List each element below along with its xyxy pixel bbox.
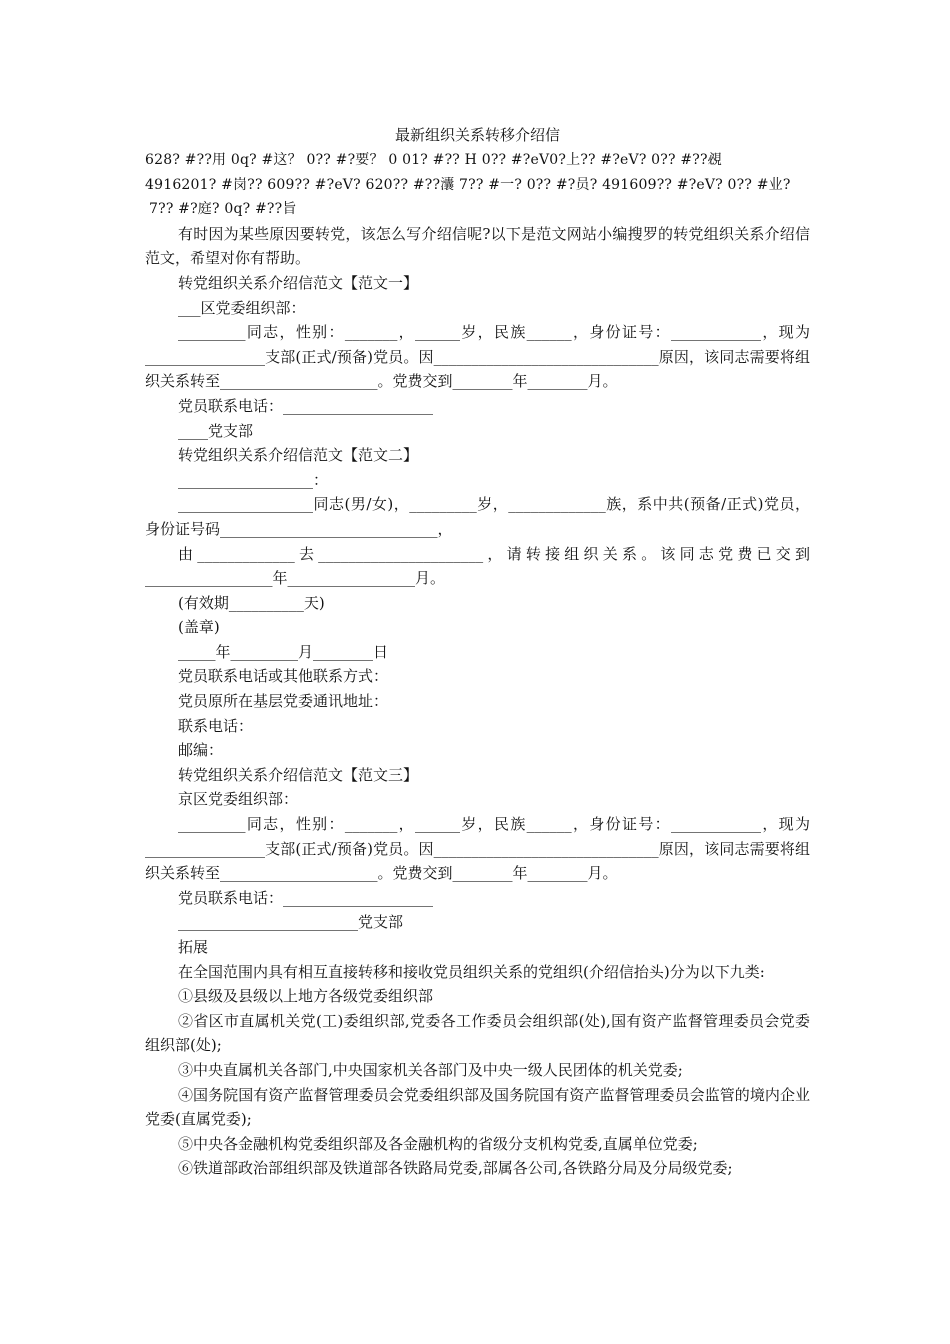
- sample2-address: 党员原所在基层党委通讯地址：: [178, 692, 389, 711]
- sample3-branch: ________________________党支部: [178, 913, 404, 932]
- sample2-contact: 党员联系电话或其他联系方式：: [178, 667, 389, 686]
- sample3-recipient: 京区党委组织部：: [178, 790, 299, 809]
- sample2-date: _____年_________月________日: [178, 642, 389, 661]
- garbled-line-2: 4916201? #岗?? 609?? #?eV? 620?? #??灢 7?? #一? 0?? #?员? 491609?? #?eV? 0?? #业?: [145, 176, 791, 193]
- extension-item-2: ②省区市直属机关党(工)委组织部,党委各工作委员会组织部(处),国有资产监督管理委员会党委组织部(处);: [145, 1011, 810, 1055]
- sample2-body-2: 由_____________去______________________，请转接组织关系。该同志党费已交到_________________年_________________月。: [145, 544, 810, 588]
- sample2-postcode: 邮编：: [178, 741, 224, 760]
- garbled-line-1: 628? #??用 0q? #这？ 0?? #?要？ 0 01? #?? H 0?? #?eV0?上?? #?eV? 0?? #??覕: [145, 152, 722, 168]
- sample3-body: _________同志，性别：_______，______岁，民族______，身份证号：____________，现为________________支部(正式/预备)党员。因______________________________原因，该同志需要将组织关系转至_____________________。党费交到________年________月。: [145, 815, 810, 883]
- sample2-phone: 联系电话：: [178, 716, 254, 735]
- sample2-body-1: __________________同志(男/女)，_________岁，_____________族，系中共(预备/正式)党员，身份证号码_____________________________，: [145, 495, 810, 538]
- document-page: [145, 122, 810, 1181]
- sample2-heading: 转党组织关系介绍信范文【范文二】: [178, 446, 419, 465]
- sample3-phone: 党员联系电话：____________________: [178, 888, 434, 907]
- sample1-branch: ____党支部: [178, 421, 254, 440]
- sample1-phone: 党员联系电话：____________________: [178, 396, 434, 415]
- document-title: 最新组织关系转移介绍信: [394, 126, 560, 144]
- extension-intro: 在全国范围内具有相互直接转移和接收党员组织关系的党组织(介绍信抬头)分为以下九类:: [178, 962, 765, 981]
- sample3-heading: 转党组织关系介绍信范文【范文三】: [178, 765, 419, 784]
- sample1-body: _________同志，性别：_______，______岁，民族______，身份证号：____________，现为 ________________支部(正式/预备)党员。因______________________________原因，该同志需要将组织关系转至_____________________。党费交到________年________月。: [145, 323, 810, 391]
- extension-item-1: ①县级及县级以上地方各级党委组织部: [178, 987, 434, 1006]
- sample2-recipient: __________________：: [178, 470, 329, 489]
- sample1-heading: 转党组织关系介绍信范文【范文一】: [178, 273, 419, 292]
- extension-item-6: ⑥铁道部政治部组织部及铁道部各铁路局党委,部属各公司,各铁路分局及分局级党委;: [178, 1159, 733, 1178]
- intro-paragraph: 有时因为某些原因要转党，该怎么写介绍信呢?以下是范文网站小编搜罗的转党组织关系介绍信范文，希望对你有帮助。: [145, 224, 810, 268]
- extension-heading: 拓展: [178, 938, 209, 956]
- extension-item-4: ④国务院国有资产监督管理委员会党委组织部及国务院国有资产监督管理委员会监管的境内企业党委(直属党委);: [145, 1085, 810, 1129]
- extension-item-3: ③中央直属机关各部门,中央国家机关各部门及中央一级人民团体的机关党委;: [178, 1060, 683, 1079]
- sample2-validity: (有效期__________天): [178, 593, 325, 612]
- garbled-line-3: 7?? #?庭? 0q? #??旨: [149, 201, 297, 218]
- sample2-seal: (盖章): [178, 618, 220, 637]
- extension-item-5: ⑤中央各金融机构党委组织部及各金融机构的省级分支机构党委,直属单位党委;: [178, 1134, 698, 1153]
- sample1-recipient: ___区党委组织部：: [178, 298, 306, 317]
